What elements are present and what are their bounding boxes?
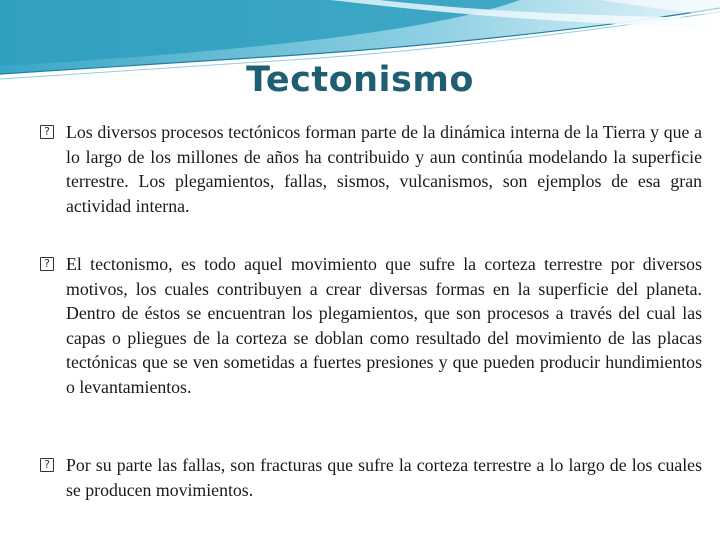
bullet-marker-icon: ? [40, 458, 54, 472]
bullet-text: El tectonismo, es todo aquel movimiento que sufre la corteza terrestre por diversos motivos, los cuales contribuyen a crear diversas formas en la superficie del planeta. Dentro de éstos se encuentran los plegamientos, que son procesos a través del cual las capas o pliegues de la corteza se doblan como resultado del movimiento de las placas tectónicas que se ven sometidas a fuertes presiones y que pueden producir hundimientos o levantamientos. [66, 254, 702, 397]
slide-title: Tectonismo [246, 60, 474, 100]
bullet-text: Por su parte las fallas, son fracturas que sufre la corteza terrestre a lo largo de los cuales se producen movimientos. [66, 455, 702, 500]
bullet-text: Los diversos procesos tectónicos forman parte de la dinámica interna de la Tierra y que a lo largo de los millones de años ha contribuido y aun continúa modelando la superficie terrestre. Los plegamientos, fallas, sismos, vulcanismos, son ejemplos de esa gran actividad interna. [66, 122, 702, 216]
bullet-item [40, 453, 702, 502]
bullet-item [40, 120, 702, 218]
bullet-item [40, 252, 702, 399]
bullet-marker-icon: ? [40, 257, 54, 271]
bullet-marker-icon: ? [40, 125, 54, 139]
